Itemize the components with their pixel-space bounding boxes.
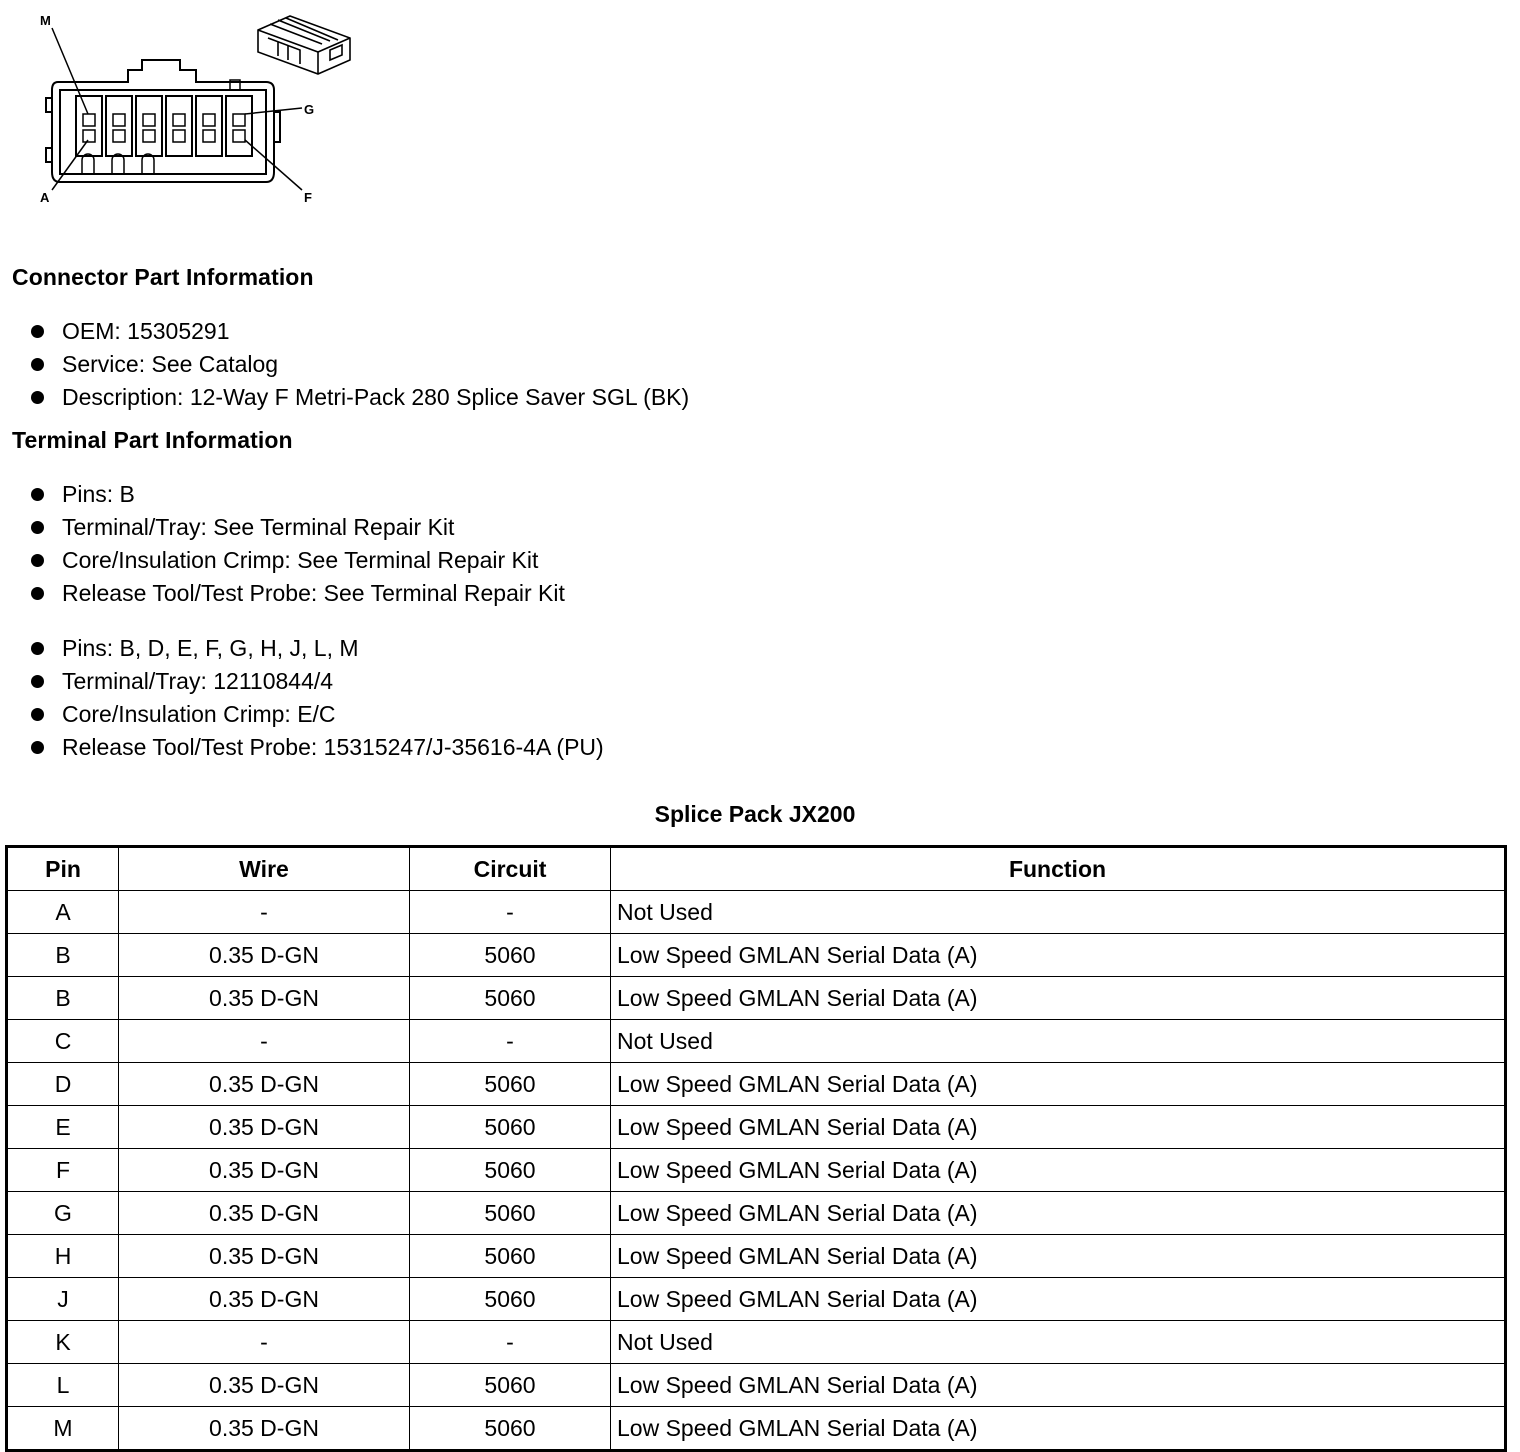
pin-cell: A [7,891,119,934]
function-cell: Low Speed GMLAN Serial Data (A) [611,1364,1506,1407]
pin-cell: D [7,1063,119,1106]
function-cell: Low Speed GMLAN Serial Data (A) [611,1235,1506,1278]
pin-cell: C [7,1020,119,1063]
list-item [28,632,604,665]
column-header-function: Function [611,847,1506,891]
function-cell: Low Speed GMLAN Serial Data (A) [611,934,1506,977]
connector-info-title: Connector Part Information [12,264,314,290]
table-row [7,1192,1506,1235]
wire-cell: 0.35 D-GN [119,1278,410,1321]
bullet-icon [31,642,44,655]
pin-cell: F [7,1149,119,1192]
list-item [28,665,604,698]
circuit-cell: - [410,1321,611,1364]
wire-cell: - [119,891,410,934]
list-item [28,348,689,381]
bullet-icon [31,325,44,338]
pin-cell: G [7,1192,119,1235]
table-row [7,1235,1506,1278]
circuit-cell: 5060 [410,934,611,977]
table-body [7,891,1506,1451]
list-item-text: Pins: B, D, E, F, G, H, J, L, M [62,635,359,661]
list-item-text: Terminal/Tray: See Terminal Repair Kit [62,514,455,540]
circuit-cell: 5060 [410,1235,611,1278]
wire-cell: 0.35 D-GN [119,977,410,1020]
table-row [7,977,1506,1020]
table-row [7,1321,1506,1364]
list-item-text: Pins: B [62,481,135,507]
table-row [7,1149,1506,1192]
list-item-text: Terminal/Tray: 12110844/4 [62,668,334,694]
bullet-icon [31,741,44,754]
wire-cell: 0.35 D-GN [119,1106,410,1149]
terminal-info-title: Terminal Part Information [12,427,293,453]
pin-cell: J [7,1278,119,1321]
connector-info-list [28,315,689,414]
function-cell: Not Used [611,891,1506,934]
circuit-cell: 5060 [410,1278,611,1321]
wire-cell: 0.35 D-GN [119,1235,410,1278]
bullet-icon [31,521,44,534]
circuit-cell: 5060 [410,1192,611,1235]
function-cell: Low Speed GMLAN Serial Data (A) [611,1407,1506,1451]
function-cell: Not Used [611,1321,1506,1364]
list-item [28,698,604,731]
table-row [7,891,1506,934]
table-row [7,1063,1506,1106]
splice-pack-table [5,845,1507,1452]
wire-cell: 0.35 D-GN [119,934,410,977]
table-row [7,1407,1506,1451]
list-item-text: Release Tool/Test Probe: See Terminal Repair Kit [62,580,565,606]
list-item-text: Description: 12-Way F Metri-Pack 280 Splice Saver SGL (BK) [62,384,690,410]
pin-cell: M [7,1407,119,1451]
bullet-icon [31,708,44,721]
column-header-pin: Pin [7,847,119,891]
circuit-cell: 5060 [410,1106,611,1149]
bullet-icon [31,358,44,371]
list-item [28,731,604,764]
function-cell: Low Speed GMLAN Serial Data (A) [611,1149,1506,1192]
wire-cell: 0.35 D-GN [119,1364,410,1407]
table-row [7,1278,1506,1321]
bullet-icon [31,391,44,404]
pin-cell: K [7,1321,119,1364]
terminal-info-list-1 [28,478,565,610]
column-header-wire: Wire [119,847,410,891]
bullet-icon [31,587,44,600]
table-title: Splice Pack JX200 [654,801,856,827]
diagram-label-g: G [304,102,315,117]
column-header-circuit: Circuit [410,847,611,891]
list-item-text: Core/Insulation Crimp: See Terminal Repair Kit [62,547,539,573]
list-item [28,478,565,511]
list-item [28,577,565,610]
diagram-label-a: A [40,190,50,205]
function-cell: Low Speed GMLAN Serial Data (A) [611,977,1506,1020]
bullet-icon [31,488,44,501]
table-header-row [7,847,1506,891]
function-cell: Not Used [611,1020,1506,1063]
wire-cell: 0.35 D-GN [119,1149,410,1192]
list-item [28,511,565,544]
pin-cell: H [7,1235,119,1278]
diagram-label-m: M [40,13,51,28]
circuit-cell: 5060 [410,1063,611,1106]
bullet-icon [31,675,44,688]
terminal-info-list-2 [28,632,604,764]
pin-cell: B [7,934,119,977]
function-cell: Low Speed GMLAN Serial Data (A) [611,1192,1506,1235]
connector-diagram [30,10,360,210]
function-cell: Low Speed GMLAN Serial Data (A) [611,1063,1506,1106]
circuit-cell: 5060 [410,1407,611,1451]
list-item-text: Core/Insulation Crimp: E/C [62,701,336,727]
pin-cell: B [7,977,119,1020]
list-item [28,315,689,348]
pin-cell: L [7,1364,119,1407]
table-row [7,1364,1506,1407]
circuit-cell: 5060 [410,977,611,1020]
pin-cell: E [7,1106,119,1149]
circuit-cell: - [410,1020,611,1063]
function-cell: Low Speed GMLAN Serial Data (A) [611,1278,1506,1321]
circuit-cell: - [410,891,611,934]
list-item [28,381,689,414]
list-item [28,544,565,577]
wire-cell: 0.35 D-GN [119,1407,410,1451]
wire-cell: - [119,1321,410,1364]
circuit-cell: 5060 [410,1364,611,1407]
table-row [7,1020,1506,1063]
diagram-label-f: F [304,190,312,205]
table-row [7,934,1506,977]
wire-cell: 0.35 D-GN [119,1063,410,1106]
wire-cell: - [119,1020,410,1063]
list-item-text: OEM: 15305291 [62,318,230,344]
bullet-icon [31,554,44,567]
table-row [7,1106,1506,1149]
list-item-text: Service: See Catalog [62,351,279,377]
function-cell: Low Speed GMLAN Serial Data (A) [611,1106,1506,1149]
wire-cell: 0.35 D-GN [119,1192,410,1235]
circuit-cell: 5060 [410,1149,611,1192]
list-item-text: Release Tool/Test Probe: 15315247/J-35616-4A (PU) [62,734,604,760]
